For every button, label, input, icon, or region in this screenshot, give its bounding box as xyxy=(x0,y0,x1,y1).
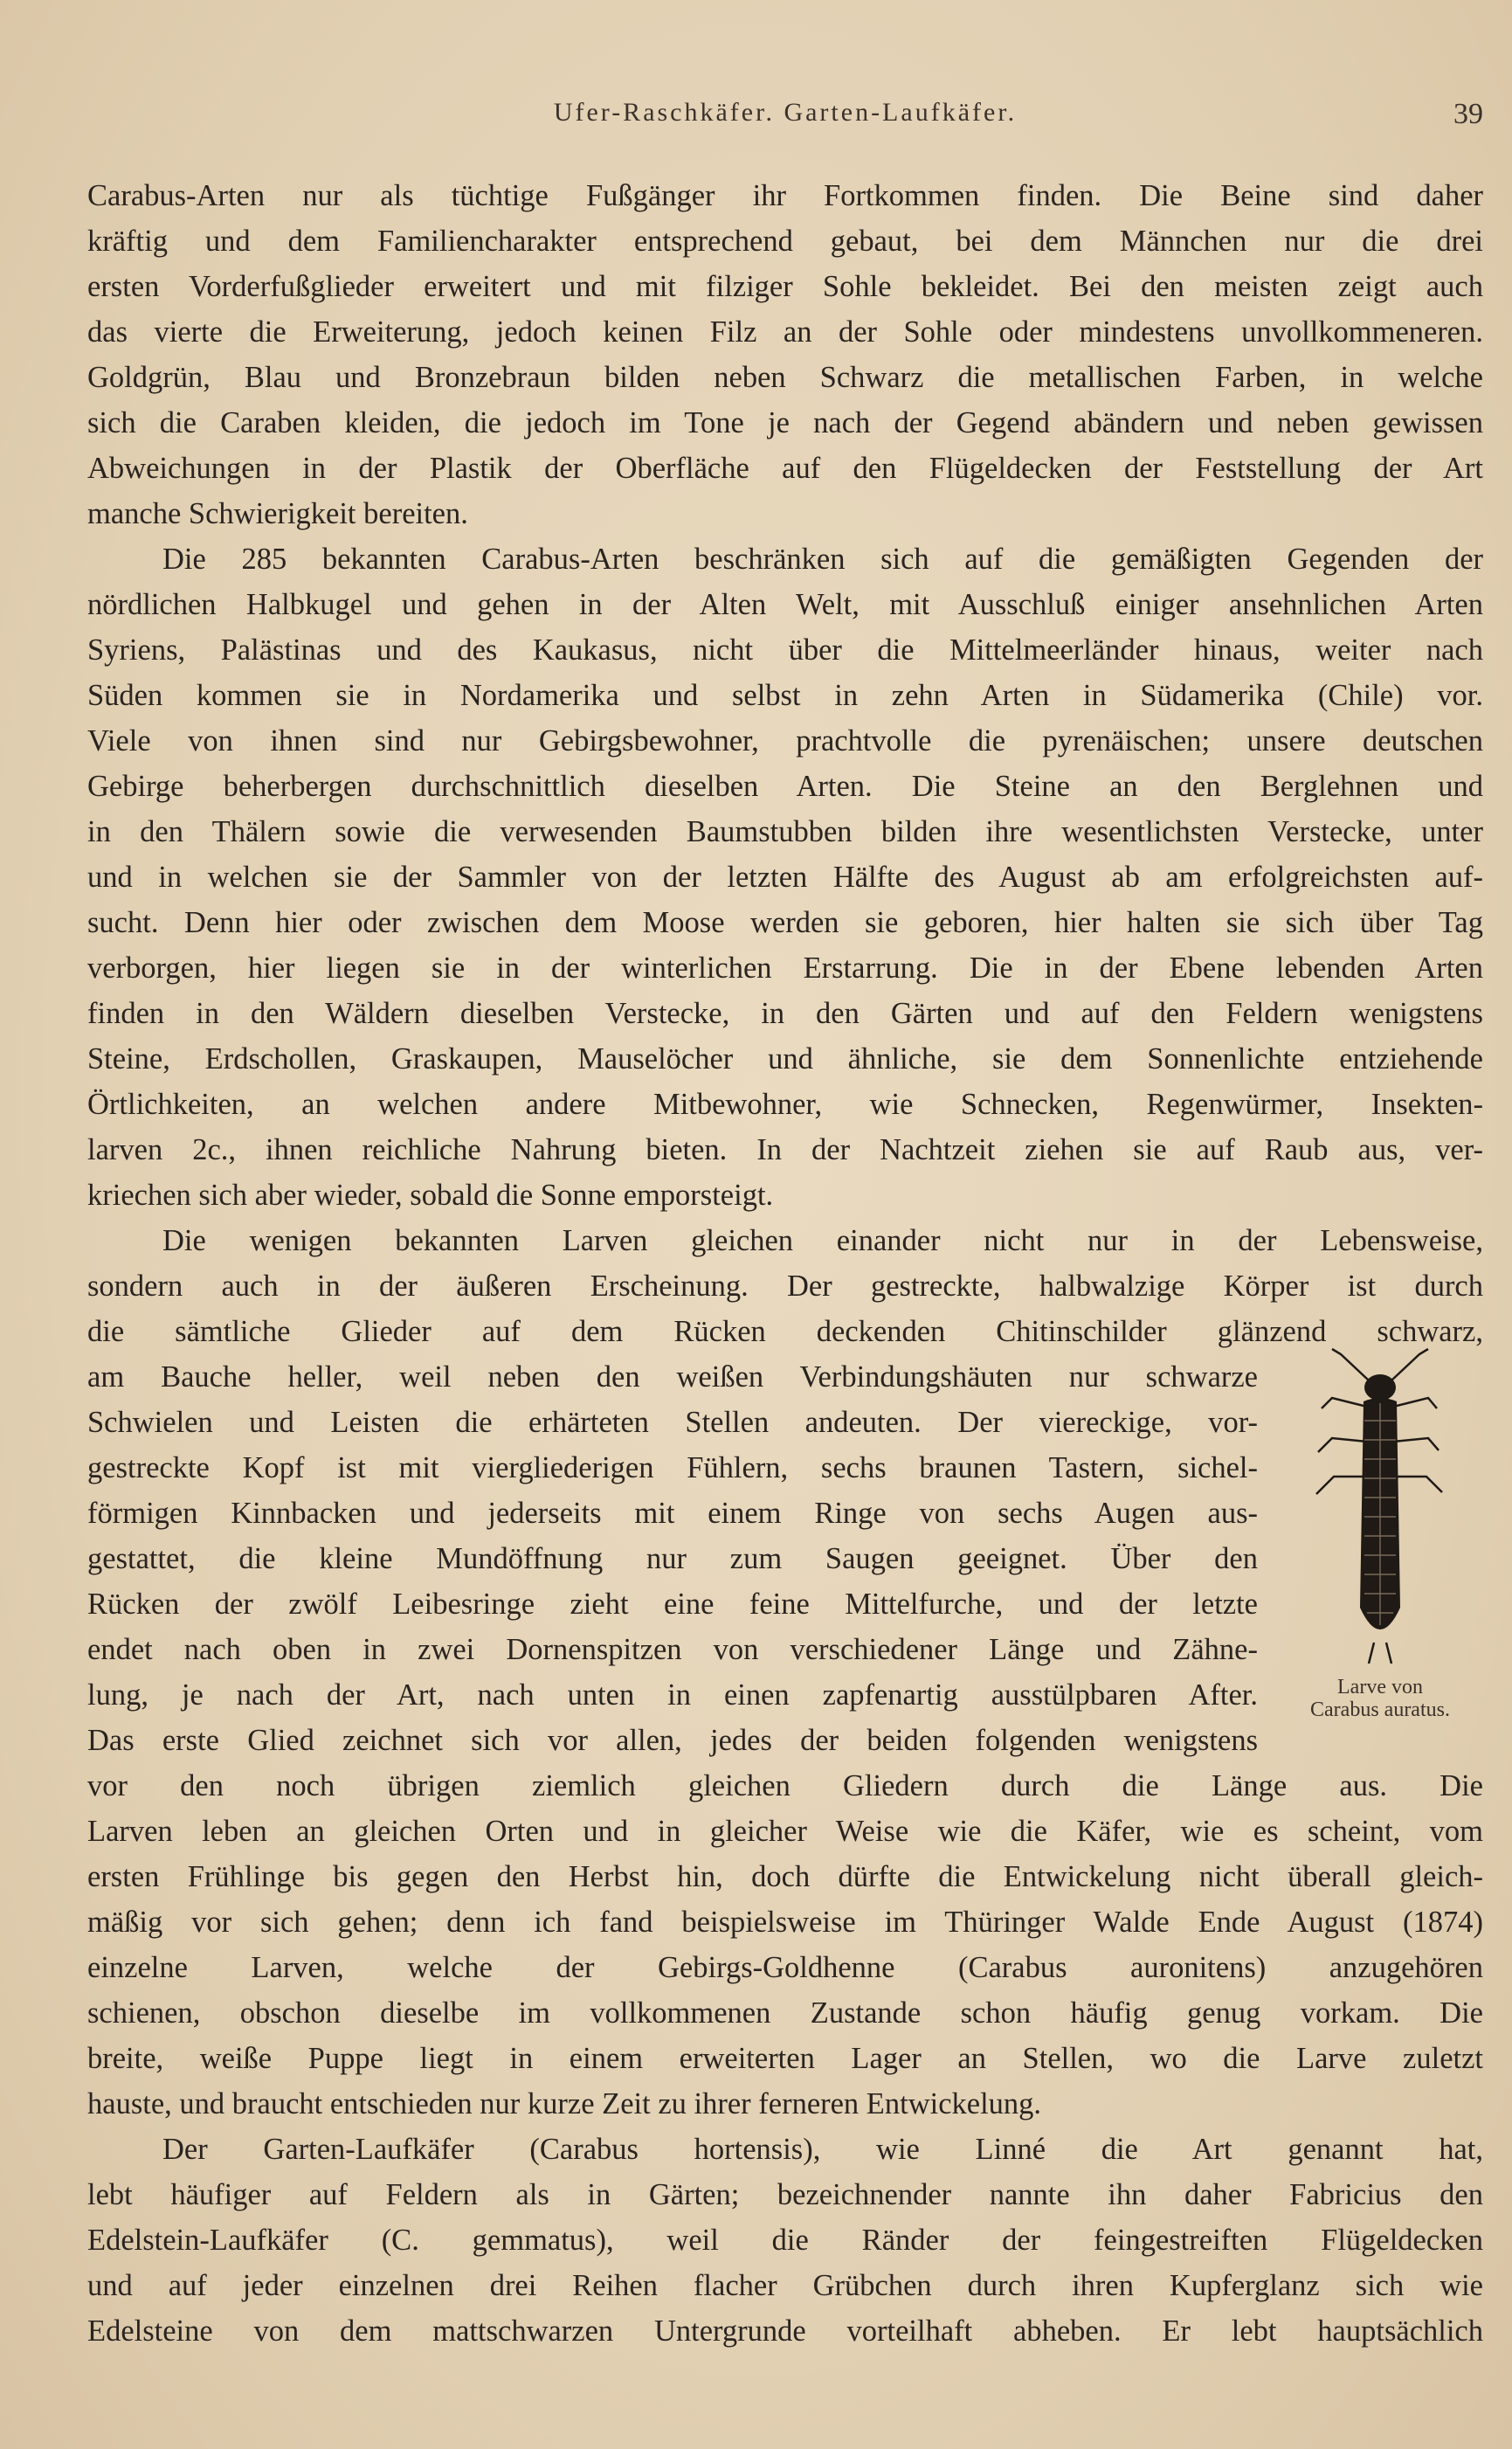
text-line: Larven leben an gleichen Orten und in gleicher Weise wie die Käfer, wie es scheint, vom xyxy=(87,1815,1483,1848)
text-line: Der Garten-Laufkäfer (Carabus hortensis), wie Linné die Art genannt hat, xyxy=(162,2133,1483,2166)
running-head xyxy=(87,98,1483,142)
text-line: Örtlichkeiten, an welchen andere Mitbewohner, wie Schnecken, Regenwürmer, Insekten- xyxy=(87,1088,1483,1121)
text-line: hauste, und braucht entschieden nur kurze Zeit zu ihrer ferneren Entwickelung. xyxy=(87,2087,1042,2120)
text-line: endet nach oben in zwei Dornenspitzen von verschiedener Länge und Zähne- xyxy=(87,1633,1258,1666)
text-line: förmigen Kinnbacken und jederseits mit einem Ringe von sechs Augen aus- xyxy=(87,1497,1258,1530)
text-line: larven 2c., ihnen reichliche Nahrung bieten. In der Nachtzeit ziehen sie auf Raub aus, ver- xyxy=(87,1133,1483,1166)
text-line: Schwielen und Leisten die erhärteten Stellen andeuten. Der viereckige, vor- xyxy=(87,1406,1258,1439)
text-line: finden in den Wäldern dieselben Verstecke, in den Gärten und auf den Feldern wenigstens xyxy=(87,997,1483,1030)
text-line: Rücken der zwölf Leibesringe zieht eine feine Mittelfurche, und der letzte xyxy=(87,1588,1258,1621)
text-line: Carabus-Arten nur als tüchtige Fußgänger ihr Fortkommen finden. Die Beine sind daher xyxy=(87,179,1483,212)
text-line: ersten Vorderfußglieder erweitert und mit filziger Sohle bekleidet. Bei den meisten zeigt auch xyxy=(87,270,1483,303)
text-line: mäßig vor sich gehen; denn ich fand beispielsweise im Thüringer Walde Ende August (1874) xyxy=(87,1906,1483,1939)
text-line: Gebirge beherbergen durchschnittlich dieselben Arten. Die Steine an den Berglehnen und xyxy=(87,770,1483,803)
text-line: Abweichungen in der Plastik der Oberfläche auf den Flügeldecken der Feststellung der Art xyxy=(87,452,1483,485)
text-line: Goldgrün, Blau und Bronzebraun bilden neben Schwarz die metallischen Farben, in welche xyxy=(87,361,1483,394)
text-line: gestreckte Kopf ist mit viergliederigen Fühlern, sechs braunen Tastern, sichel- xyxy=(87,1451,1258,1484)
running-title: Ufer-Raschkäfer. Garten-Laufkäfer. xyxy=(553,98,1018,127)
text-line: Süden kommen sie in Nordamerika und selbst in zehn Arten in Südamerika (Chile) vor. xyxy=(87,679,1483,712)
text-line: ersten Frühlinge bis gegen den Herbst hin, doch dürfte die Entwickelung nicht überall gleich- xyxy=(87,1860,1483,1893)
figure-caption xyxy=(1267,1676,1494,1721)
text-line: Steine, Erdschollen, Graskaupen, Mauselöcher und ähnliche, sie dem Sonnenlichte entziehende xyxy=(87,1042,1483,1076)
larva-figure xyxy=(1267,1346,1494,1739)
text-line: in den Thälern sowie die verwesenden Baumstubben bilden ihre wesentlichsten Verstecke, unter xyxy=(87,815,1483,848)
text-line: das vierte die Erweiterung, jedoch keinen Filz an der Sohle oder mindestens unvollkommeneren. xyxy=(87,315,1483,349)
text-line: Das erste Glied zeichnet sich vor allen, jedes der beiden folgenden wenigstens xyxy=(87,1724,1258,1757)
caption-line-1: Larve von xyxy=(1337,1676,1423,1698)
page-number: 39 xyxy=(1453,98,1483,130)
text-line: vor den noch übrigen ziemlich gleichen Gliedern durch die Länge aus. Die xyxy=(87,1769,1483,1802)
text-line: am Bauche heller, weil neben den weißen Verbindungshäuten nur schwarze xyxy=(87,1360,1258,1394)
caption-line-2: Carabus auratus. xyxy=(1310,1698,1450,1721)
text-line: sich die Caraben kleiden, die jedoch im Tone je nach der Gegend abändern und neben gewissen xyxy=(87,406,1483,439)
text-line: sucht. Denn hier oder zwischen dem Moose werden sie geboren, hier halten sie sich über Tag xyxy=(87,906,1483,939)
beetle-larva-illustration-icon xyxy=(1306,1346,1454,1669)
text-line: Die 285 bekannten Carabus-Arten beschränken sich auf die gemäßigten Gegenden der xyxy=(162,543,1483,576)
text-line: verborgen, hier liegen sie in der winterlichen Erstarrung. Die in der Ebene lebenden Arten xyxy=(87,951,1483,985)
text-line: die sämtliche Glieder auf dem Rücken deckenden Chitinschilder glänzend schwarz, xyxy=(87,1315,1483,1348)
text-line: gestattet, die kleine Mundöffnung nur zum Saugen geeignet. Über den xyxy=(87,1542,1258,1575)
text-line: Edelsteine von dem mattschwarzen Untergrunde vorteilhaft abheben. Er lebt hauptsächlich xyxy=(87,2314,1483,2348)
text-line: einzelne Larven, welche der Gebirgs-Goldhenne (Carabus auronitens) anzugehören xyxy=(87,1951,1483,1984)
text-line: kräftig und dem Familiencharakter entsprechend gebaut, bei dem Männchen nur die drei xyxy=(87,225,1483,258)
text-line: schienen, obschon dieselbe im vollkommenen Zustande schon häufig genug vorkam. Die xyxy=(87,1996,1483,2030)
text-line: nördlichen Halbkugel und gehen in der Alten Welt, mit Ausschluß einiger ansehnlichen Arten xyxy=(87,588,1483,621)
text-line: und auf jeder einzelnen drei Reihen flacher Grübchen durch ihren Kupferglanz sich wie xyxy=(87,2269,1483,2302)
text-line: Viele von ihnen sind nur Gebirgsbewohner, prachtvolle die pyrenäischen; unsere deutschen xyxy=(87,724,1483,758)
text-line: sondern auch in der äußeren Erscheinung. Der gestreckte, halbwalzige Körper ist durch xyxy=(87,1269,1483,1303)
text-line: breite, weiße Puppe liegt in einem erweiterten Lager an Stellen, wo die Larve zuletzt xyxy=(87,2042,1483,2075)
text-line: lebt häufiger auf Feldern als in Gärten; bezeichnender nannte ihn daher Fabricius den xyxy=(87,2178,1483,2211)
text-line: lung, je nach der Art, nach unten in einen zapfenartig ausstülpbaren After. xyxy=(87,1678,1258,1712)
text-line: und in welchen sie der Sammler von der letzten Hälfte des August ab am erfolgreichsten auf- xyxy=(87,861,1483,894)
text-line: Edelstein-Laufkäfer (C. gemmatus), weil die Ränder der feingestreiften Flügeldecken xyxy=(87,2224,1483,2257)
text-line: Syriens, Palästinas und des Kaukasus, nicht über die Mittelmeerländer hinaus, weiter nach xyxy=(87,633,1483,667)
text-line: kriechen sich aber wieder, sobald die Sonne emporsteigt. xyxy=(87,1179,774,1212)
text-line: Die wenigen bekannten Larven gleichen einander nicht nur in der Lebensweise, xyxy=(162,1224,1483,1257)
text-line: manche Schwierigkeit bereiten. xyxy=(87,497,468,530)
